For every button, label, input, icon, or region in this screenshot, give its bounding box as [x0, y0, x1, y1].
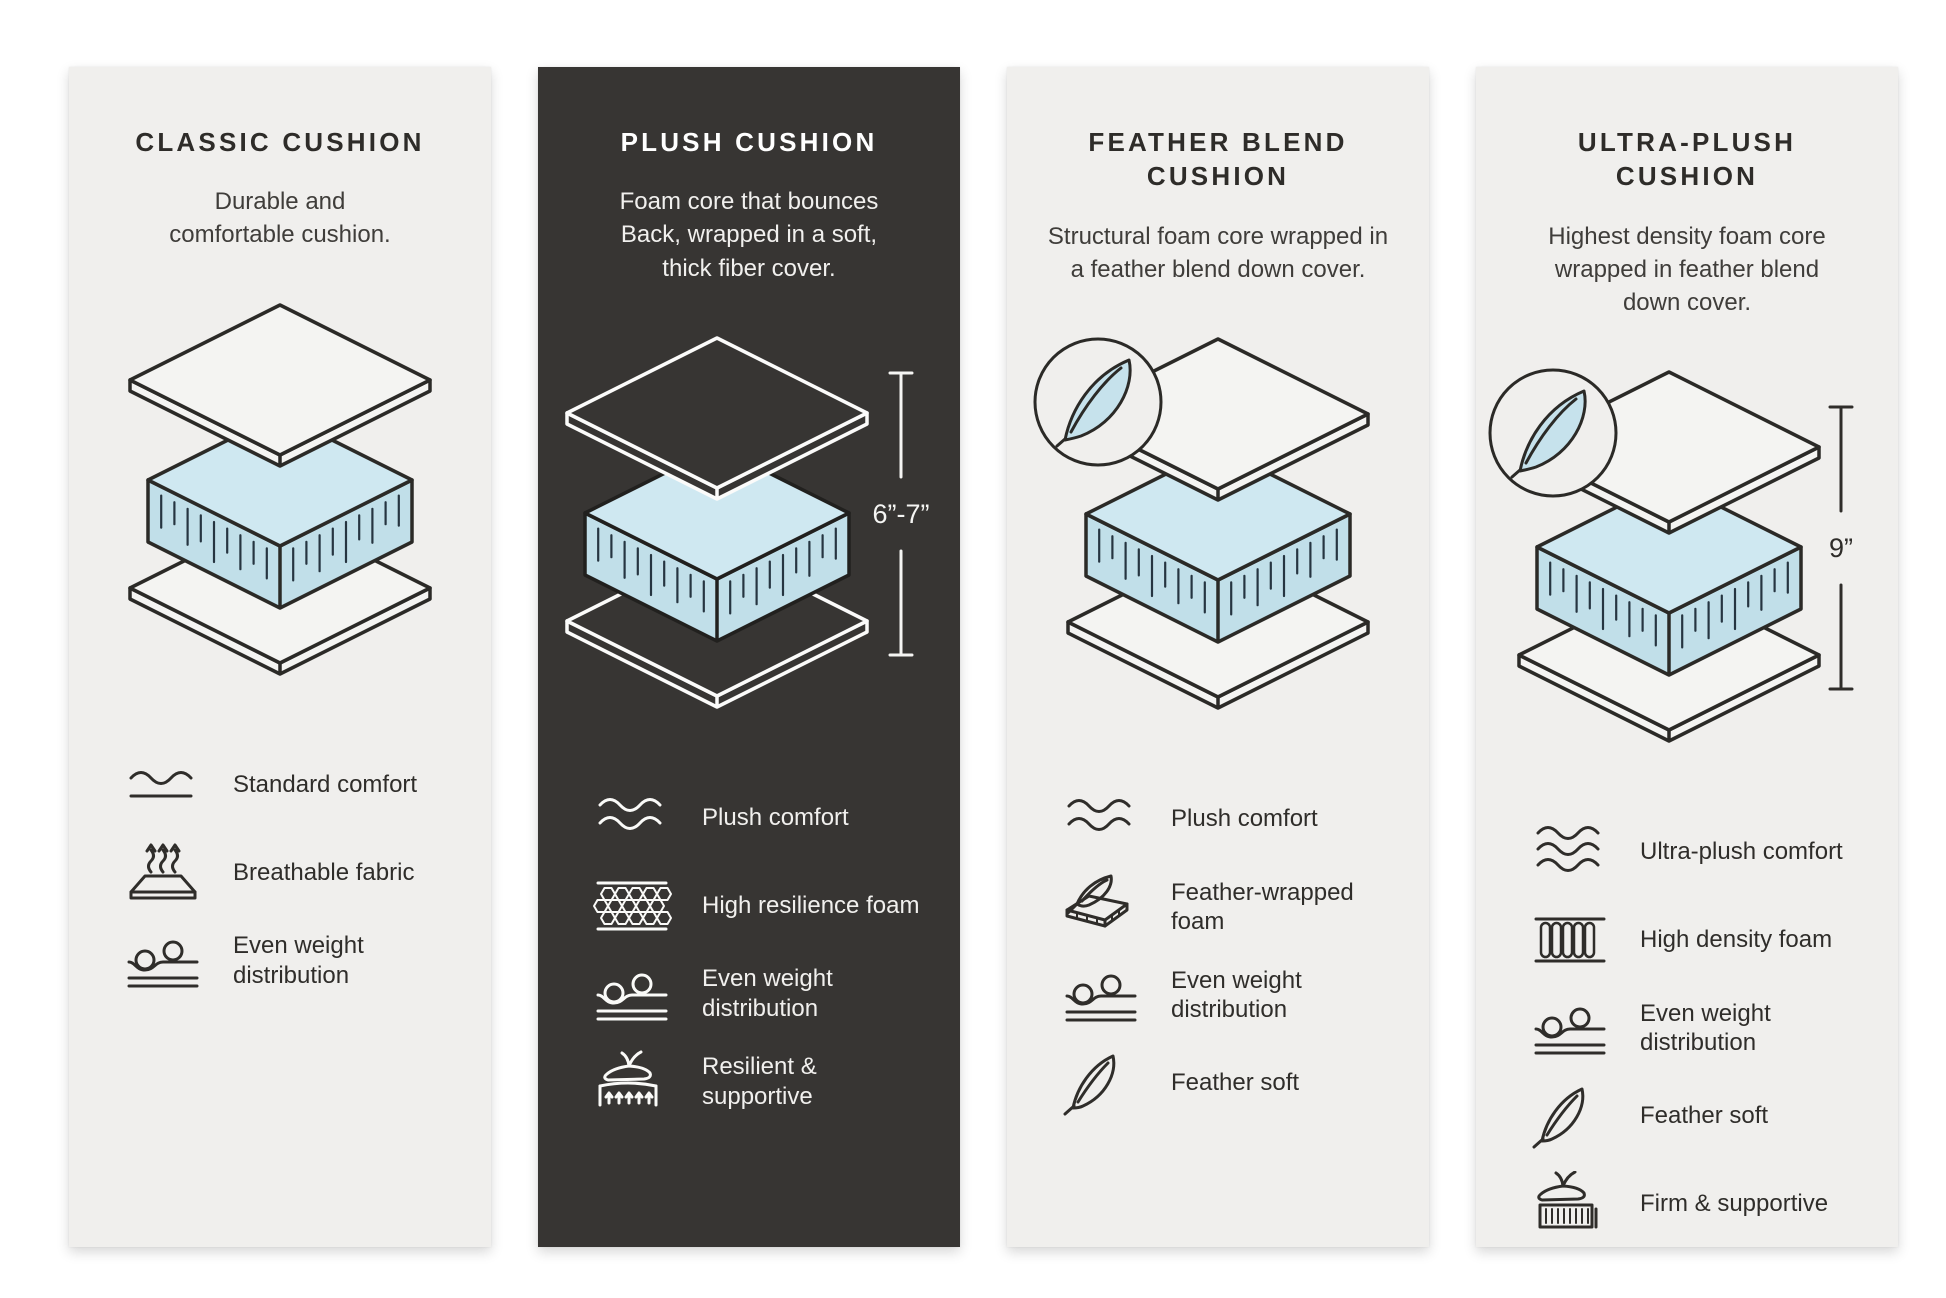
feature-label: Standard comfort	[233, 770, 418, 798]
feature-row	[1530, 1171, 1878, 1237]
even-weight-icon	[1530, 995, 1610, 1061]
feature-label: High density foam	[1640, 926, 1833, 954]
layered-cushion-icon	[549, 325, 949, 715]
feature-row	[1061, 786, 1409, 852]
card-title: PLUSH CUSHION	[620, 127, 878, 157]
feature-label: Even weight distribution	[1640, 999, 1771, 1056]
feature-list	[1476, 819, 1898, 1237]
cushion-card-feather-blend	[1007, 67, 1429, 1247]
cushion-card-classic	[69, 67, 491, 1247]
layered-cushion-illustration	[69, 252, 491, 722]
even-weight-icon	[1061, 962, 1141, 1028]
feature-row	[123, 928, 471, 994]
feature-label: Firm & supportive	[1640, 1190, 1829, 1218]
feature-row	[592, 873, 940, 939]
feature-label: Plush comfort	[702, 804, 849, 831]
feature-label: Even weight distribution	[233, 932, 364, 989]
feature-row	[1530, 1083, 1878, 1149]
feature-row	[1061, 1050, 1409, 1116]
wave-double-icon	[1061, 786, 1141, 852]
wave-triple-icon	[1530, 819, 1610, 885]
even-weight-icon	[123, 928, 203, 994]
wave-single-icon	[123, 752, 203, 818]
feature-row	[592, 1049, 940, 1115]
feature-label: Ultra-plush comfort	[1640, 838, 1843, 866]
card-description: Foam core that bounces Back, wrapped in a soft, thick fiber cover.	[619, 188, 879, 282]
feature-label: Feather soft	[1171, 1069, 1300, 1097]
card-title: CLASSIC CUSHION	[135, 127, 425, 157]
card-description: Durable and comfortable cushion.	[169, 188, 391, 249]
layered-cushion-icon	[80, 292, 480, 682]
feature-row	[592, 961, 940, 1027]
layered-cushion-illustration	[538, 285, 960, 755]
feature-label: Feather-wrapped foam	[1171, 878, 1354, 935]
layered-cushion-icon	[1018, 326, 1418, 716]
feature-label: Plush comfort	[1171, 805, 1318, 833]
card-description: Highest density foam core wrapped in feather blend down cover.	[1548, 222, 1826, 316]
breathable-icon	[123, 840, 203, 906]
cushion-card-ultra-plush	[1476, 67, 1898, 1247]
wave-double-icon	[592, 785, 672, 851]
feature-list	[69, 752, 491, 994]
feature-label: Feather soft	[1640, 1102, 1769, 1130]
card-title: ULTRA-PLUSH CUSHION	[1577, 127, 1797, 192]
feather-icon	[1061, 1050, 1141, 1116]
feature-label: Even weight distribution	[702, 965, 833, 1022]
feature-row	[123, 840, 471, 906]
card-description: Structural foam core wrapped in a feather blend down cover.	[1047, 222, 1389, 283]
feature-list	[538, 785, 960, 1115]
feature-row	[1530, 907, 1878, 973]
feature-row	[592, 785, 940, 851]
feature-row	[1530, 819, 1878, 885]
layered-cushion-icon	[1487, 359, 1887, 749]
feature-row	[1061, 962, 1409, 1028]
firm-icon	[1530, 1171, 1610, 1237]
card-title: FEATHER BLEND CUSHION	[1088, 127, 1348, 192]
cushion-cards	[69, 67, 1898, 1247]
feature-label: Breathable fabric	[233, 858, 415, 886]
feature-label: High resilience foam	[702, 892, 920, 919]
layered-cushion-illustration	[1476, 319, 1898, 789]
feature-label: Even weight distribution	[1171, 966, 1302, 1023]
feature-row	[123, 752, 471, 818]
layered-cushion-illustration	[1007, 286, 1429, 756]
svg-text:9”: 9”	[1828, 532, 1854, 563]
feature-label: Resilient & supportive	[702, 1053, 817, 1110]
even-weight-icon	[592, 961, 672, 1027]
cushion-card-plush	[538, 67, 960, 1247]
feature-row	[1530, 995, 1878, 1061]
coils-icon	[1530, 907, 1610, 973]
resilient-icon	[592, 1049, 672, 1115]
honeycomb-icon	[592, 873, 672, 939]
feature-row	[1061, 874, 1409, 940]
svg-text:6”-7”: 6”-7”	[872, 498, 930, 529]
feather-icon	[1530, 1083, 1610, 1149]
feature-list	[1007, 786, 1429, 1116]
feather-foam-icon	[1061, 874, 1141, 940]
